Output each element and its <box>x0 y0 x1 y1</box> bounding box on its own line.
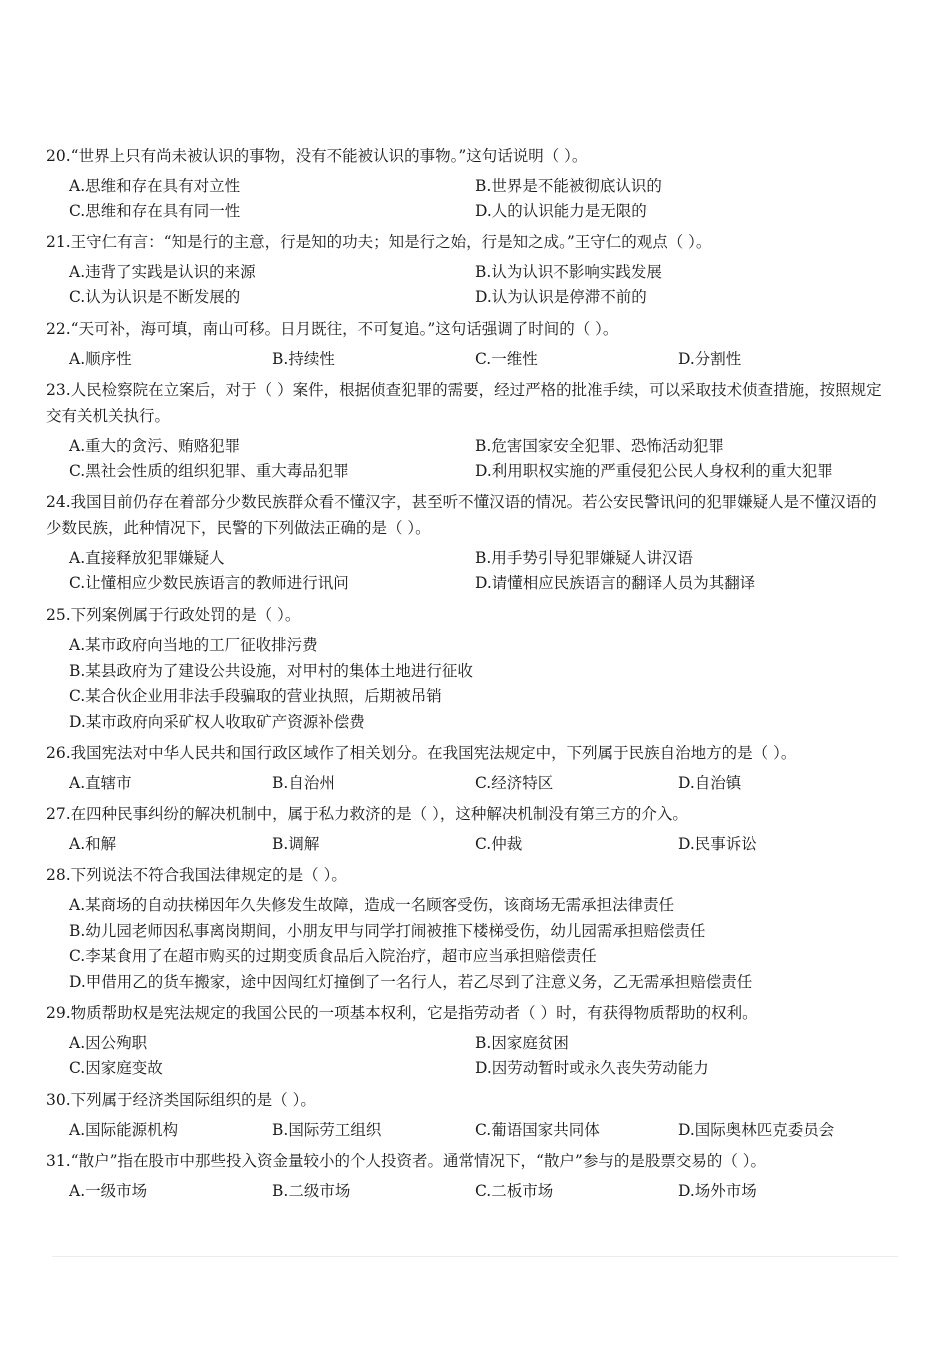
question-22: 22.“天可补，海可填，南山可移。日月既往，不可复追。”这句话强调了时间的（ ）。 <box>46 320 619 338</box>
option-b: B.幼儿园老师因私事离岗期间，小朋友甲与同学打闹被推下楼梯受伤，幼儿园需承担赔偿责任 <box>69 921 706 940</box>
question-stem: 24.我国目前仍存在着部分少数民族群众看不懂汉字，甚至听不懂汉语的情况。若公安民警讯问的犯罪嫌疑人是不懂汉语的少数民族，此种情况下，民警的下列做法正确的是（ ）。 <box>46 493 877 537</box>
option-b: B.世界是不能被彻底认识的 <box>475 177 662 195</box>
option-d: D.请懂相应民族语言的翻译人员为其翻译 <box>475 574 756 592</box>
question-28: 28.下列说法不符合我国法律规定的是（ ）。 <box>46 866 347 884</box>
option-c: C.葡语国家共同体 <box>475 1121 600 1139</box>
option-a: A.重大的贪污、贿赂犯罪 <box>69 437 241 455</box>
option-a: A.思维和存在具有对立性 <box>69 177 241 195</box>
option-b: B.因家庭贫困 <box>475 1034 569 1052</box>
option-c: C.经济特区 <box>475 774 554 792</box>
option-d: D.自治镇 <box>678 774 742 792</box>
footer-divider <box>52 1256 898 1257</box>
option-c: C.二板市场 <box>475 1182 554 1200</box>
option-c: C.一维性 <box>475 350 538 368</box>
option-d: D.人的认识能力是无限的 <box>475 202 647 220</box>
question-30: 30.下列属于经济类国际组织的是（ ）。 <box>46 1091 316 1109</box>
option-b: B.国际劳工组织 <box>272 1121 382 1139</box>
option-a: A.直辖市 <box>69 774 132 792</box>
option-c: C.黑社会性质的组织犯罪、重大毒品犯罪 <box>69 462 349 480</box>
option-b: B.认为认识不影响实践发展 <box>475 263 662 281</box>
option-d: D.分割性 <box>678 350 742 368</box>
option-c: C.李某食用了在超市购买的过期变质食品后入院治疗，超市应当承担赔偿责任 <box>69 947 597 965</box>
option-c: C.让懂相应少数民族语言的教师进行讯问 <box>69 574 349 592</box>
option-b: B.持续性 <box>272 350 335 368</box>
option-a: A.和解 <box>69 835 117 853</box>
option-a: A.直接释放犯罪嫌疑人 <box>69 549 225 567</box>
option-a: A.某市政府向当地的工厂征收排污费 <box>69 636 318 654</box>
question-20: 20.“世界上只有尚未被认识的事物，没有不能被认识的事物。”这句话说明（ ）。 <box>46 147 588 165</box>
question-29: 29.物质帮助权是宪法规定的我国公民的一项基本权利，它是指劳动者（ ）时，有获得物质帮助的权利。 <box>46 1004 758 1022</box>
option-b: B.某县政府为了建设公共设施，对甲村的集体土地进行征收 <box>69 661 473 680</box>
option-a: A.因公殉职 <box>69 1034 148 1052</box>
option-a: A.某商场的自动扶梯因年久失修发生故障，造成一名顾客受伤，该商场无需承担法律责任 <box>69 896 675 914</box>
option-b: B.二级市场 <box>272 1182 351 1200</box>
option-a: A.国际能源机构 <box>69 1121 179 1139</box>
option-a: A.违背了实践是认识的来源 <box>69 263 256 281</box>
option-d: D.利用职权实施的严重侵犯公民人身权利的重大犯罪 <box>475 462 833 480</box>
question-27: 27.在四种民事纠纷的解决机制中，属于私力救济的是（ ），这种解决机制没有第三方的介入。 <box>46 805 688 823</box>
option-a: A.顺序性 <box>69 350 132 368</box>
option-d: D.国际奥林匹克委员会 <box>678 1121 835 1139</box>
option-c: C.仲裁 <box>475 835 523 853</box>
option-d: D.甲借用乙的货车搬家，途中因闯红灯撞倒了一名行人，若乙尽到了注意义务，乙无需承担赔偿责任 <box>69 972 753 991</box>
option-d: D.民事诉讼 <box>678 835 757 853</box>
question-24 <box>46 489 886 541</box>
question-23 <box>46 377 886 429</box>
option-b: B.用手势引导犯罪嫌疑人讲汉语 <box>475 549 693 567</box>
option-a: A.一级市场 <box>69 1182 148 1200</box>
question-21: 21.王守仁有言：“知是行的主意，行是知的功夫；知是行之始，行是知之成。”王守仁的观点（ ）。 <box>46 233 712 251</box>
option-c: C.认为认识是不断发展的 <box>69 288 241 306</box>
question-31: 31.“散户”指在股市中那些投入资金量较小的个人投资者。通常情况下，“散户”参与的是股票交易的（ ）。 <box>46 1152 767 1170</box>
option-c: C.思维和存在具有同一性 <box>69 202 241 220</box>
option-b: B.调解 <box>272 835 320 853</box>
option-d: D.场外市场 <box>678 1182 757 1200</box>
question-25: 25.下列案例属于行政处罚的是（ ）。 <box>46 606 301 624</box>
option-d: D.某市政府向采矿权人收取矿产资源补偿费 <box>69 712 365 731</box>
question-26: 26.我国宪法对中华人民共和国行政区域作了相关划分。在我国宪法规定中，下列属于民族自治地方的是（ ）。 <box>46 744 797 762</box>
question-stem: 23.人民检察院在立案后，对于（ ）案件，根据侦查犯罪的需要，经过严格的批准手续，可以采取技术侦查措施，按照规定交有关机关执行。 <box>46 381 882 425</box>
option-c: C.因家庭变故 <box>69 1059 163 1077</box>
option-c: C.某合伙企业用非法手段骗取的营业执照，后期被吊销 <box>69 687 442 705</box>
option-b: B.自治州 <box>272 774 335 792</box>
option-d: D.认为认识是停滞不前的 <box>475 288 647 306</box>
option-d: D.因劳动暂时或永久丧失劳动能力 <box>475 1059 709 1077</box>
option-b: B.危害国家安全犯罪、恐怖活动犯罪 <box>475 437 724 455</box>
